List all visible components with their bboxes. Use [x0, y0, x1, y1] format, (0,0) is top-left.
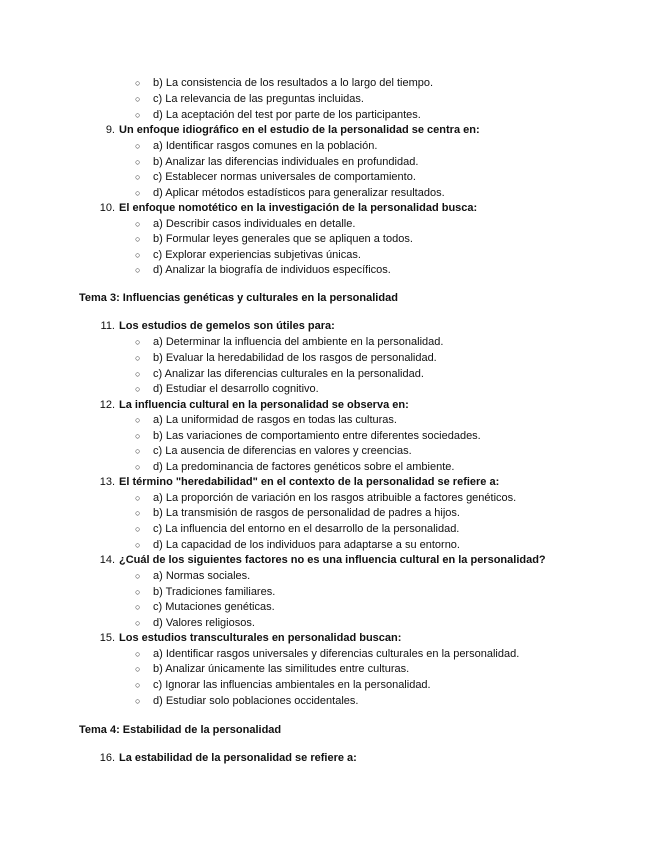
section-heading-3: Tema 3: Influencias genéticas y culturales en la personalidad — [79, 292, 398, 304]
circle-bullet-icon: ○ — [135, 680, 141, 690]
question-9: 9. Un enfoque idiográfico en el estudio de la personalidad se centra en: — [105, 124, 480, 136]
circle-bullet-icon: ○ — [135, 431, 141, 441]
circle-bullet-icon: ○ — [135, 78, 141, 88]
circle-bullet-icon: ○ — [135, 172, 141, 182]
option-item: ○ d) La aceptación del test por parte de los participantes. — [135, 109, 421, 121]
circle-bullet-icon: ○ — [135, 141, 141, 151]
option-item: ○ c) La relevancia de las preguntas incluidas. — [135, 93, 364, 105]
option-item: ○ d) La capacidad de los individuos para adaptarse a su entorno. — [135, 539, 460, 551]
option-item: ○ b) Analizar las diferencias individuales en profundidad. — [135, 156, 419, 168]
circle-bullet-icon: ○ — [135, 415, 141, 425]
option-item: ○ c) Analizar las diferencias culturales en la personalidad. — [135, 368, 424, 380]
option-item: ○ c) Explorar experiencias subjetivas únicas. — [135, 249, 361, 261]
circle-bullet-icon: ○ — [135, 94, 141, 104]
option-item: ○ a) Identificar rasgos comunes en la población. — [135, 140, 378, 152]
option-item: ○ c) La ausencia de diferencias en valores y creencias. — [135, 445, 412, 457]
option-item: ○ d) Estudiar el desarrollo cognitivo. — [135, 383, 319, 395]
circle-bullet-icon: ○ — [135, 508, 141, 518]
question-16: 16. La estabilidad de la personalidad se refiere a: — [99, 752, 357, 764]
option-item: ○ b) La transmisión de rasgos de personalidad de padres a hijos. — [135, 507, 460, 519]
circle-bullet-icon: ○ — [135, 664, 141, 674]
option-item: ○ c) Establecer normas universales de comportamiento. — [135, 171, 416, 183]
option-item: ○ a) Identificar rasgos universales y diferencias culturales en la personalidad. — [135, 648, 520, 660]
circle-bullet-icon: ○ — [135, 188, 141, 198]
circle-bullet-icon: ○ — [135, 493, 141, 503]
option-item: ○ b) Analizar únicamente las similitudes entre culturas. — [135, 663, 410, 675]
circle-bullet-icon: ○ — [135, 337, 141, 347]
circle-bullet-icon: ○ — [135, 219, 141, 229]
option-item: ○ d) Estudiar solo poblaciones occidentales. — [135, 695, 359, 707]
circle-bullet-icon: ○ — [135, 265, 141, 275]
section-heading-4: Tema 4: Estabilidad de la personalidad — [79, 724, 282, 736]
option-item: ○ b) Evaluar la heredabilidad de los rasgos de personalidad. — [135, 352, 437, 364]
option-item: ○ b) Las variaciones de comportamiento entre diferentes sociedades. — [135, 430, 481, 442]
option-item: ○ b) Tradiciones familiares. — [135, 586, 276, 598]
circle-bullet-icon: ○ — [135, 571, 141, 581]
circle-bullet-icon: ○ — [135, 587, 141, 597]
option-item: ○ a) La uniformidad de rasgos en todas las culturas. — [135, 414, 397, 426]
option-item: ○ d) La predominancia de factores genéticos sobre el ambiente. — [135, 461, 455, 473]
question-14: 14. ¿Cuál de los siguientes factores no es una influencia cultural en la personalidad? — [99, 554, 546, 566]
option-item: ○ a) La proporción de variación en los rasgos atribuible a factores genéticos. — [135, 492, 517, 504]
option-item: ○ b) La consistencia de los resultados a lo largo del tiempo. — [135, 77, 434, 89]
question-10: 10. El enfoque nomotético en la investigación de la personalidad busca: — [99, 202, 478, 214]
circle-bullet-icon: ○ — [135, 353, 141, 363]
option-item: ○ d) Aplicar métodos estadísticos para generalizar resultados. — [135, 187, 445, 199]
question-15: 15. Los estudios transculturales en personalidad buscan: — [99, 632, 402, 644]
question-13: 13. El término "heredabilidad" en el contexto de la personalidad se refiere a: — [99, 476, 500, 488]
circle-bullet-icon: ○ — [135, 649, 141, 659]
option-item: ○ d) Valores religiosos. — [135, 617, 255, 629]
option-item: ○ b) Formular leyes generales que se apliquen a todos. — [135, 233, 413, 245]
circle-bullet-icon: ○ — [135, 618, 141, 628]
circle-bullet-icon: ○ — [135, 384, 141, 394]
circle-bullet-icon: ○ — [135, 602, 141, 612]
circle-bullet-icon: ○ — [135, 462, 141, 472]
circle-bullet-icon: ○ — [135, 110, 141, 120]
question-11: 11. Los estudios de gemelos son útiles para: — [100, 320, 335, 332]
circle-bullet-icon: ○ — [135, 446, 141, 456]
circle-bullet-icon: ○ — [135, 369, 141, 379]
circle-bullet-icon: ○ — [135, 234, 141, 244]
option-item: ○ c) La influencia del entorno en el desarrollo de la personalidad. — [135, 523, 460, 535]
circle-bullet-icon: ○ — [135, 524, 141, 534]
option-item: ○ c) Mutaciones genéticas. — [135, 601, 275, 613]
option-item: ○ a) Determinar la influencia del ambiente en la personalidad. — [135, 336, 444, 348]
circle-bullet-icon: ○ — [135, 157, 141, 167]
circle-bullet-icon: ○ — [135, 696, 141, 706]
option-item: ○ c) Ignorar las influencias ambientales en la personalidad. — [135, 679, 431, 691]
circle-bullet-icon: ○ — [135, 540, 141, 550]
option-item: ○ d) Analizar la biografía de individuos específicos. — [135, 264, 391, 276]
circle-bullet-icon: ○ — [135, 250, 141, 260]
option-item: ○ a) Normas sociales. — [135, 570, 251, 582]
option-item: ○ a) Describir casos individuales en detalle. — [135, 218, 356, 230]
question-12: 12. La influencia cultural en la personalidad se observa en: — [99, 399, 409, 411]
